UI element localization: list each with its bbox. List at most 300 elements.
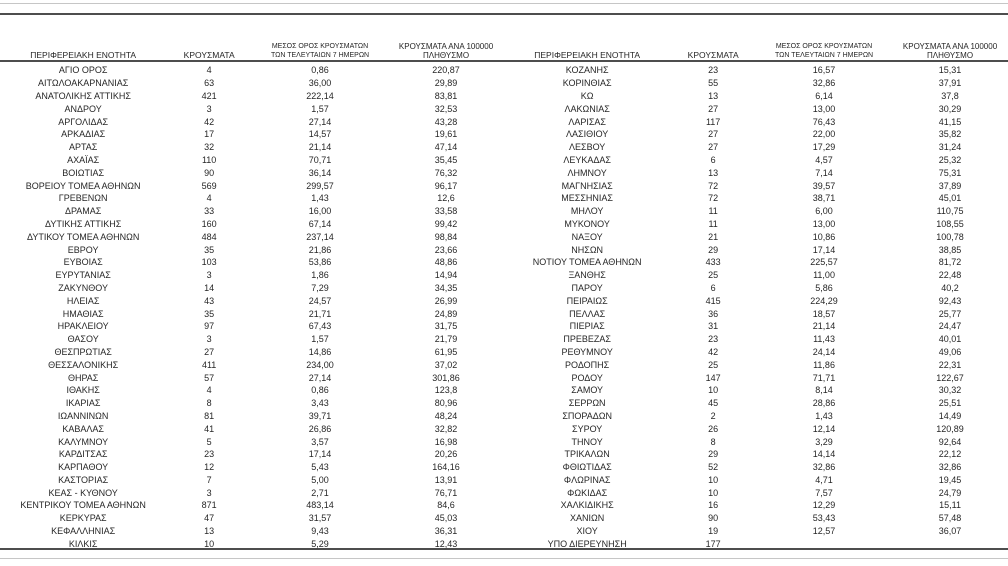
cases-cell: 57 bbox=[204, 372, 215, 383]
avg7-cell: 36,14 bbox=[308, 167, 332, 178]
per100k-cell: 100,78 bbox=[936, 231, 964, 242]
cases-cell: 871 bbox=[201, 500, 217, 511]
region-cell: ΛΗΜΝΟΥ bbox=[567, 167, 607, 178]
region-cell: ΚΟΡΙΝΘΙΑΣ bbox=[562, 78, 612, 89]
avg7-cell: 299,57 bbox=[306, 180, 334, 191]
table-row bbox=[0, 499, 504, 512]
per100k-cell: 21,79 bbox=[434, 334, 458, 345]
per100k-cell: 35,82 bbox=[938, 129, 962, 140]
per100k-cell: 83,81 bbox=[434, 90, 458, 101]
per100k-cell: 37,02 bbox=[434, 359, 458, 370]
avg7-cell: 1,57 bbox=[311, 334, 329, 345]
region-cell: ΚΑΒΑΛΑΣ bbox=[62, 423, 104, 434]
cases-cell: 10 bbox=[708, 487, 719, 498]
region-cell: ΠΕΙΡΑΙΩΣ bbox=[566, 295, 608, 306]
per100k-cell: 220,87 bbox=[432, 65, 460, 76]
table-row bbox=[504, 537, 1008, 550]
cases-cell: 27 bbox=[708, 142, 719, 153]
per100k-cell: 41,15 bbox=[938, 116, 962, 127]
cases-cell: 11 bbox=[708, 218, 718, 229]
cases-cell: 411 bbox=[201, 359, 217, 370]
per100k-cell: 301,86 bbox=[432, 372, 460, 383]
table-row bbox=[0, 230, 504, 243]
avg7-cell: 1,43 bbox=[815, 410, 833, 421]
per100k-cell: 38,85 bbox=[938, 244, 962, 255]
region-cell: ΧΙΟΥ bbox=[576, 526, 598, 537]
cases-cell: 26 bbox=[708, 423, 719, 434]
region-cell: ΗΜΑΘΙΑΣ bbox=[62, 308, 104, 319]
table-row bbox=[504, 422, 1008, 435]
cases-cell: 11 bbox=[708, 206, 718, 217]
col-header-region-label: ΠΕΡΙΦΕΡΕΙΑΚΗ ΕΝΟΤΗΤΑ bbox=[534, 50, 641, 60]
avg7-cell: 14,57 bbox=[308, 129, 332, 140]
table-row bbox=[504, 282, 1008, 295]
avg7-cell: 3,29 bbox=[815, 436, 833, 447]
per100k-cell: 30,29 bbox=[938, 103, 962, 114]
region-cell: ΚΑΛΥΜΝΟΥ bbox=[58, 436, 109, 447]
per100k-cell: 13,91 bbox=[434, 474, 458, 485]
table-left bbox=[0, 16, 504, 550]
region-cell: ΚΑΡΔΙΤΣΑΣ bbox=[58, 449, 108, 460]
per100k-cell: 110,75 bbox=[936, 206, 964, 217]
col-header-avg7: ΜΕΣΟΣ ΟΡΟΣ ΚΡΟΥΣΜΑΤΩΝ ΤΩΝ ΤΕΛΕΥΤΑΙΩΝ 7 ΗΜΕΡΩΝ bbox=[774, 43, 874, 59]
top-dark-rule bbox=[0, 13, 1008, 15]
avg7-cell: 5,86 bbox=[815, 282, 833, 293]
col-header-cases bbox=[166, 16, 252, 64]
cases-cell: 63 bbox=[204, 78, 215, 89]
region-cell: ΡΕΘΥΜΝΟΥ bbox=[561, 346, 613, 357]
table-row bbox=[0, 448, 504, 461]
per100k-cell: 164,16 bbox=[432, 462, 460, 473]
per100k-cell: 47,14 bbox=[434, 142, 458, 153]
per100k-cell: 32,53 bbox=[434, 103, 458, 114]
table-row bbox=[0, 474, 504, 487]
region-cell: ΝΟΤΙΟΥ ΤΟΜΕΑ ΑΘΗΝΩΝ bbox=[532, 257, 642, 268]
region-cell: ΙΘΑΚΗΣ bbox=[66, 385, 100, 396]
table-row bbox=[0, 115, 504, 128]
avg7-cell: 21,14 bbox=[308, 142, 332, 153]
avg7-cell: 237,14 bbox=[306, 231, 334, 242]
avg7-cell: 0,86 bbox=[311, 65, 329, 76]
region-cell: ΗΡΑΚΛΕΙΟΥ bbox=[57, 321, 109, 332]
table-row bbox=[504, 243, 1008, 256]
table-row bbox=[504, 410, 1008, 423]
per100k-cell: 35,45 bbox=[434, 154, 458, 165]
col-header-avg7: ΜΕΣΟΣ ΟΡΟΣ ΚΡΟΥΣΜΑΤΩΝ ΤΩΝ ΤΕΛΕΥΤΑΙΩΝ 7 ΗΜΕΡΩΝ bbox=[270, 43, 370, 59]
avg7-cell: 14,14 bbox=[812, 449, 836, 460]
region-cell: ΛΕΣΒΟΥ bbox=[569, 142, 606, 153]
region-cell: ΚΟΖΑΝΗΣ bbox=[565, 65, 609, 76]
avg7-cell: 16,57 bbox=[812, 65, 836, 76]
table-row bbox=[504, 525, 1008, 538]
per100k-cell: 32,86 bbox=[938, 462, 962, 473]
table-row bbox=[504, 256, 1008, 269]
table-left-body bbox=[0, 64, 504, 550]
region-cell: ΑΓΙΟ ΟΡΟΣ bbox=[58, 65, 108, 76]
cases-cell: 27 bbox=[204, 346, 215, 357]
table-row bbox=[0, 537, 504, 550]
cases-cell: 90 bbox=[708, 513, 719, 524]
table-row bbox=[504, 102, 1008, 115]
per100k-cell: 76,71 bbox=[434, 487, 458, 498]
table-row bbox=[0, 486, 504, 499]
avg7-cell: 3,43 bbox=[311, 398, 329, 409]
cases-cell: 13 bbox=[204, 526, 215, 537]
region-cell: ΜΕΣΣΗΝΙΑΣ bbox=[561, 193, 613, 204]
table-row bbox=[0, 307, 504, 320]
cases-cell: 35 bbox=[204, 308, 215, 319]
per100k-cell: 80,96 bbox=[434, 398, 458, 409]
avg7-cell: 8,14 bbox=[815, 385, 833, 396]
avg7-cell: 6,14 bbox=[815, 90, 833, 101]
table-row bbox=[504, 230, 1008, 243]
table-row bbox=[0, 77, 504, 90]
col-header-region-label: ΠΕΡΙΦΕΡΕΙΑΚΗ ΕΝΟΤΗΤΑ bbox=[30, 50, 137, 60]
per100k-cell: 92,43 bbox=[938, 295, 962, 306]
table-row bbox=[0, 64, 504, 77]
avg7-cell: 225,57 bbox=[810, 257, 838, 268]
cases-cell: 6 bbox=[710, 154, 716, 165]
cases-cell: 32 bbox=[204, 142, 215, 153]
cases-cell: 10 bbox=[204, 538, 215, 549]
avg7-cell: 1,57 bbox=[311, 103, 329, 114]
region-cell: ΗΛΕΙΑΣ bbox=[66, 295, 100, 306]
region-cell: ΔΥΤΙΚΟΥ ΤΟΜΕΑ ΑΘΗΝΩΝ bbox=[26, 231, 140, 242]
region-cell: ΚΙΛΚΙΣ bbox=[68, 538, 98, 549]
cases-cell: 421 bbox=[201, 90, 217, 101]
table-row bbox=[0, 269, 504, 282]
table-row bbox=[504, 141, 1008, 154]
per100k-cell: 98,84 bbox=[434, 231, 458, 242]
region-cell: ΠΙΕΡΙΑΣ bbox=[569, 321, 605, 332]
table-row bbox=[504, 192, 1008, 205]
region-cell: ΘΑΣΟΥ bbox=[67, 334, 99, 345]
avg7-cell: 222,14 bbox=[306, 90, 334, 101]
region-cell: ΣΥΡΟΥ bbox=[572, 423, 603, 434]
cases-cell: 5 bbox=[206, 436, 212, 447]
col-header-region bbox=[504, 16, 670, 64]
avg7-cell: 14,86 bbox=[308, 346, 332, 357]
region-cell: ΑΝΔΡΟΥ bbox=[64, 103, 102, 114]
per100k-cell: 33,58 bbox=[434, 206, 458, 217]
cases-cell: 29 bbox=[708, 449, 719, 460]
table-row bbox=[504, 294, 1008, 307]
table-row bbox=[0, 179, 504, 192]
avg7-cell: 38,71 bbox=[812, 193, 836, 204]
per100k-cell: 14,49 bbox=[938, 410, 962, 421]
per100k-cell: 16,98 bbox=[434, 436, 458, 447]
table-row bbox=[0, 358, 504, 371]
region-cell: ΜΥΚΟΝΟΥ bbox=[564, 218, 610, 229]
table-row bbox=[504, 307, 1008, 320]
cases-cell: 3 bbox=[206, 487, 212, 498]
table-row bbox=[504, 384, 1008, 397]
cases-cell: 97 bbox=[204, 321, 215, 332]
per100k-cell: 123,8 bbox=[434, 385, 458, 396]
table-row bbox=[0, 320, 504, 333]
cases-cell: 3 bbox=[206, 334, 212, 345]
per100k-cell: 24,47 bbox=[938, 321, 962, 332]
per100k-cell: 36,31 bbox=[434, 526, 458, 537]
cases-cell: 43 bbox=[204, 295, 215, 306]
per100k-cell: 19,45 bbox=[938, 474, 962, 485]
avg7-cell: 5,43 bbox=[311, 462, 329, 473]
avg7-cell: 32,86 bbox=[812, 462, 836, 473]
cases-cell: 36 bbox=[708, 308, 719, 319]
region-cell: ΡΟΔΟΠΗΣ bbox=[565, 359, 610, 370]
avg7-cell: 28,86 bbox=[812, 398, 836, 409]
avg7-cell: 6,00 bbox=[815, 206, 833, 217]
region-cell: ΕΒΡΟΥ bbox=[67, 244, 99, 255]
cases-cell: 42 bbox=[204, 116, 215, 127]
avg7-cell: 5,00 bbox=[311, 474, 329, 485]
cases-cell: 484 bbox=[201, 231, 217, 242]
table-right-body bbox=[504, 64, 1008, 550]
per100k-cell: 43,28 bbox=[434, 116, 458, 127]
avg7-cell: 21,71 bbox=[308, 308, 332, 319]
cases-cell: 27 bbox=[708, 129, 719, 140]
region-cell: ΑΡΓΟΛΙΔΑΣ bbox=[58, 116, 109, 127]
per100k-cell: 12,6 bbox=[437, 193, 455, 204]
per100k-cell: 24,89 bbox=[434, 308, 458, 319]
table-row bbox=[504, 474, 1008, 487]
region-cell: ΝΗΣΩΝ bbox=[571, 244, 604, 255]
per100k-cell: 57,48 bbox=[938, 513, 962, 524]
table-row bbox=[0, 512, 504, 525]
per100k-cell: 99,42 bbox=[434, 218, 458, 229]
cases-cell: 3 bbox=[206, 270, 212, 281]
cases-cell: 7 bbox=[206, 474, 212, 485]
per100k-cell: 36,07 bbox=[938, 526, 962, 537]
region-cell: ΕΥΒΟΙΑΣ bbox=[63, 257, 103, 268]
cases-cell: 52 bbox=[708, 462, 719, 473]
per100k-cell: 24,79 bbox=[938, 487, 962, 498]
table-row bbox=[504, 371, 1008, 384]
per100k-cell: 19,61 bbox=[434, 129, 458, 140]
region-cell: ΛΑΣΙΘΙΟΥ bbox=[566, 129, 609, 140]
avg7-cell: 7,14 bbox=[815, 167, 833, 178]
avg7-cell: 24,57 bbox=[308, 295, 332, 306]
cases-cell: 4 bbox=[206, 193, 212, 204]
avg7-cell: 17,29 bbox=[812, 142, 836, 153]
cases-cell: 72 bbox=[708, 180, 719, 191]
avg7-cell: 3,57 bbox=[311, 436, 329, 447]
table-row bbox=[504, 320, 1008, 333]
region-cell: ΓΡΕΒΕΝΩΝ bbox=[58, 193, 108, 204]
per100k-cell: 75,31 bbox=[938, 167, 962, 178]
cases-cell: 81 bbox=[204, 410, 215, 421]
region-cell: ΥΠΟ ΔΙΕΡΕΥΝΗΣΗ bbox=[547, 538, 627, 549]
table-right bbox=[504, 16, 1008, 550]
cases-cell: 72 bbox=[708, 193, 719, 204]
table-row bbox=[0, 525, 504, 538]
region-cell: ΦΩΚΙΔΑΣ bbox=[567, 487, 608, 498]
per100k-cell: 22,31 bbox=[938, 359, 962, 370]
table-row bbox=[0, 141, 504, 154]
cases-cell: 569 bbox=[201, 180, 217, 191]
cases-cell: 33 bbox=[204, 206, 215, 217]
cases-cell: 35 bbox=[204, 244, 215, 255]
avg7-cell: 53,43 bbox=[812, 513, 836, 524]
avg7-cell: 224,29 bbox=[810, 295, 838, 306]
col-header-cases bbox=[670, 16, 756, 64]
region-cell: ΑΡΚΑΔΙΑΣ bbox=[61, 129, 106, 140]
per100k-cell: 49,06 bbox=[938, 346, 962, 357]
avg7-cell: 12,29 bbox=[812, 500, 836, 511]
region-cell: ΞΑΝΘΗΣ bbox=[568, 270, 606, 281]
cases-cell: 6 bbox=[710, 282, 716, 293]
table-row bbox=[504, 77, 1008, 90]
per100k-cell: 40,2 bbox=[941, 282, 959, 293]
avg7-cell: 1,86 bbox=[311, 270, 329, 281]
table-row bbox=[0, 243, 504, 256]
table-row bbox=[504, 448, 1008, 461]
per100k-cell: 30,32 bbox=[938, 385, 962, 396]
cases-cell: 433 bbox=[705, 257, 721, 268]
cases-cell: 41 bbox=[204, 423, 215, 434]
avg7-cell: 11,43 bbox=[813, 334, 835, 345]
table-row bbox=[0, 102, 504, 115]
cases-cell: 8 bbox=[710, 436, 716, 447]
table-row bbox=[0, 435, 504, 448]
avg7-cell: 70,71 bbox=[308, 154, 332, 165]
col-header-cases-label: ΚΡΟΥΣΜΑΤΑ bbox=[183, 50, 235, 60]
avg7-cell: 67,14 bbox=[308, 218, 332, 229]
region-cell: ΕΥΡΥΤΑΝΙΑΣ bbox=[55, 270, 111, 281]
table-row bbox=[504, 397, 1008, 410]
region-cell: ΚΕΡΚΥΡΑΣ bbox=[59, 513, 107, 524]
per100k-cell: 37,8 bbox=[941, 90, 959, 101]
avg7-cell: 27,14 bbox=[308, 116, 332, 127]
table-row bbox=[504, 115, 1008, 128]
per100k-cell: 12,43 bbox=[434, 538, 458, 549]
cases-cell: 415 bbox=[705, 295, 721, 306]
avg7-cell: 39,57 bbox=[812, 180, 836, 191]
col-header-per100k: ΚΡΟΥΣΜΑΤΑ ΑΝΑ 100000 ΠΛΗΘΥΣΜΟ bbox=[398, 42, 494, 60]
cases-cell: 4 bbox=[206, 65, 212, 76]
per100k-cell: 25,32 bbox=[938, 154, 962, 165]
table-row bbox=[504, 154, 1008, 167]
table-row bbox=[0, 422, 504, 435]
cases-cell: 4 bbox=[206, 385, 212, 396]
tables-container bbox=[0, 16, 1008, 550]
region-cell: ΔΡΑΜΑΣ bbox=[64, 206, 102, 217]
per100k-cell: 48,24 bbox=[434, 410, 458, 421]
cases-cell: 55 bbox=[708, 78, 719, 89]
cases-cell: 17 bbox=[204, 129, 215, 140]
per100k-cell bbox=[892, 537, 1008, 550]
region-cell: ΜΗΛΟΥ bbox=[570, 206, 604, 217]
per100k-cell: 31,75 bbox=[434, 321, 458, 332]
per100k-cell: 76,32 bbox=[434, 167, 458, 178]
avg7-cell: 5,29 bbox=[311, 538, 329, 549]
avg7-cell: 0,86 bbox=[311, 385, 329, 396]
region-cell: ΠΑΡΟΥ bbox=[571, 282, 603, 293]
avg7-cell: 17,14 bbox=[812, 244, 836, 255]
avg7-cell: 13,00 bbox=[812, 218, 836, 229]
region-cell: ΣΑΜΟΥ bbox=[571, 385, 604, 396]
header-row bbox=[504, 16, 1008, 64]
table-row bbox=[0, 90, 504, 103]
table-row bbox=[0, 397, 504, 410]
col-header-cases-label: ΚΡΟΥΣΜΑΤΑ bbox=[687, 50, 739, 60]
avg7-cell: 11,86 bbox=[813, 359, 835, 370]
per100k-cell: 37,89 bbox=[938, 180, 962, 191]
table-row bbox=[504, 90, 1008, 103]
cases-cell: 117 bbox=[705, 116, 721, 127]
per100k-cell: 108,55 bbox=[936, 218, 964, 229]
per100k-cell: 25,77 bbox=[938, 308, 962, 319]
table-row bbox=[0, 346, 504, 359]
region-cell: ΑΡΤΑΣ bbox=[68, 142, 98, 153]
region-cell: ΦΛΩΡΙΝΑΣ bbox=[563, 474, 611, 485]
table-row bbox=[504, 461, 1008, 474]
avg7-cell: 31,57 bbox=[308, 513, 332, 524]
per100k-cell: 22,12 bbox=[938, 449, 962, 460]
table-row bbox=[0, 384, 504, 397]
cases-cell: 23 bbox=[708, 65, 719, 76]
cases-cell: 27 bbox=[708, 103, 719, 114]
avg7-cell: 24,14 bbox=[812, 346, 836, 357]
per100k-cell: 25,51 bbox=[938, 398, 962, 409]
table-row bbox=[0, 410, 504, 423]
region-cell: ΚΑΡΠΑΘΟΥ bbox=[58, 462, 109, 473]
avg7-cell: 27,14 bbox=[308, 372, 332, 383]
table-row bbox=[504, 269, 1008, 282]
cases-cell: 177 bbox=[705, 538, 721, 549]
table-row bbox=[0, 282, 504, 295]
cases-cell: 147 bbox=[705, 372, 721, 383]
per100k-cell: 22,48 bbox=[938, 270, 962, 281]
table-row bbox=[0, 461, 504, 474]
region-cell: ΑΙΤΩΛΟΑΚΑΡΝΑΝΙΑΣ bbox=[38, 78, 129, 89]
per100k-cell: 96,17 bbox=[434, 180, 458, 191]
region-cell: ΚΕΦΑΛΛΗΝΙΑΣ bbox=[51, 526, 116, 537]
avg7-cell: 36,00 bbox=[308, 78, 332, 89]
avg7-cell: 21,86 bbox=[308, 244, 332, 255]
avg7-cell: 483,14 bbox=[306, 500, 334, 511]
table-row bbox=[504, 512, 1008, 525]
per100k-cell: 32,82 bbox=[434, 423, 458, 434]
per100k-cell: 34,35 bbox=[434, 282, 458, 293]
avg7-cell: 39,71 bbox=[308, 410, 332, 421]
cases-cell: 90 bbox=[204, 167, 215, 178]
cases-cell: 2 bbox=[710, 410, 716, 421]
per100k-cell: 15,31 bbox=[938, 65, 962, 76]
region-cell: ΚΕΑΣ - ΚΥΘΝΟΥ bbox=[48, 487, 118, 498]
region-cell: ΛΕΥΚΑΔΑΣ bbox=[563, 154, 611, 165]
region-cell: ΜΑΓΝΗΣΙΑΣ bbox=[561, 180, 613, 191]
cases-cell: 10 bbox=[708, 385, 719, 396]
per100k-cell: 45,03 bbox=[434, 513, 458, 524]
per100k-cell: 26,99 bbox=[434, 295, 458, 306]
region-cell: ΣΕΡΡΩΝ bbox=[568, 398, 606, 409]
table-row bbox=[504, 166, 1008, 179]
cases-cell: 23 bbox=[204, 449, 215, 460]
per100k-cell: 84,6 bbox=[437, 500, 455, 511]
table-row bbox=[504, 499, 1008, 512]
cases-cell: 16 bbox=[708, 500, 719, 511]
cases-cell: 25 bbox=[708, 270, 719, 281]
table-row bbox=[504, 435, 1008, 448]
region-cell: ΑΝΑΤΟΛΙΚΗΣ ΑΤΤΙΚΗΣ bbox=[35, 90, 131, 101]
avg7-cell: 4,57 bbox=[815, 154, 833, 165]
cases-cell: 3 bbox=[206, 103, 212, 114]
table-row bbox=[504, 218, 1008, 231]
avg7-cell: 10,86 bbox=[812, 231, 836, 242]
table-row bbox=[0, 154, 504, 167]
region-cell: ΒΟΡΕΙΟΥ ΤΟΜΕΑ ΑΘΗΝΩΝ bbox=[25, 180, 141, 191]
